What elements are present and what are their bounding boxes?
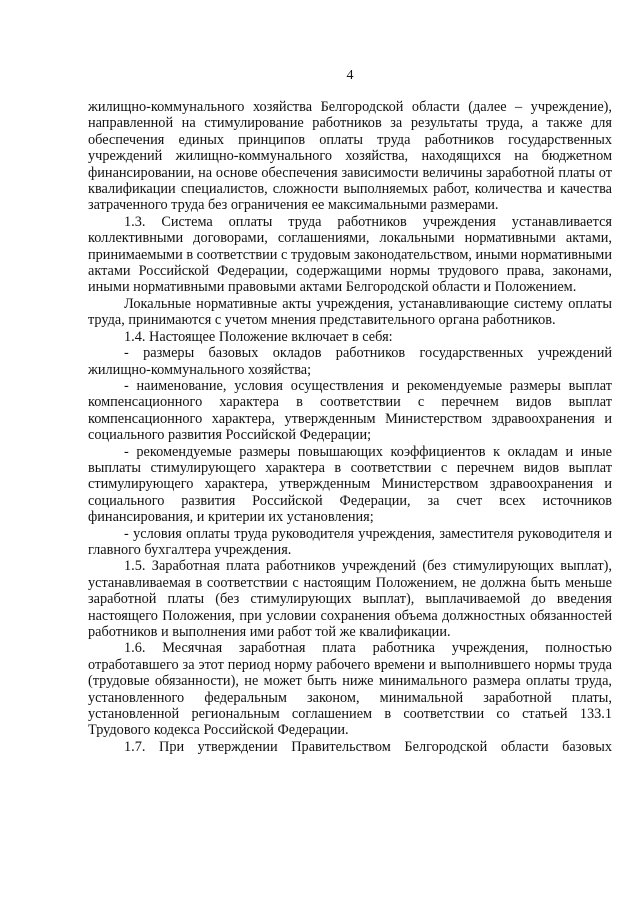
paragraph: 1.3. Система оплаты труда работников учреждения устанавливается коллективными договорами, соглашениями, локальными нормативными актами, принимаемыми в соответствии с трудовым законодательством, иными нормативными актами Российской Федерации, содержащими нормы трудового права, законами, иными нормативными правовыми актами Белгородской области и Положением. bbox=[88, 213, 612, 296]
paragraph: 1.4. Настоящее Положение включает в себя: bbox=[124, 328, 393, 345]
paragraph: - наименование, условия осуществления и рекомендуемые размеры выплат компенсационного характера в соответствии с перечнем видов выплат компенсационного характера, утвержденным Министерством здравоохранения и социального развития Российской Федерации; bbox=[88, 377, 612, 444]
paragraph: - условия оплаты труда руководителя учреждения, заместителя руководителя и главного бухгалтера учреждения. bbox=[88, 525, 612, 558]
paragraph: 1.6. Месячная заработная плата работника учреждения, полностью отработавшего за этот период норму рабочего времени и выполнившего нормы труда (трудовые обязанности), не может быть ниже минимального размера оплаты труда, установленного федеральным законом, минимальной заработной платы, установленной региональным соглашением в соответствии со статьей 133.1 Трудового кодекса Российской Федерации. bbox=[88, 640, 612, 739]
document-page bbox=[88, 68, 612, 755]
document-body bbox=[88, 99, 612, 755]
paragraph: 1.7. При утверждении Правительством Белгородской области базовых bbox=[124, 738, 612, 755]
paragraph: - размеры базовых окладов работников государственных учреждений жилищно-коммунального хозяйства; bbox=[88, 345, 612, 378]
paragraph: 1.5. Заработная плата работников учреждений (без стимулирующих выплат), устанавливаемая в соответствии с настоящим Положением, не должна быть меньше заработной платы (без стимулирующих выплат), выплачиваемой до введения настоящего Положения, при условии сохранения объема должностных обязанностей работников и выполнения ими работ той же квалификации. bbox=[88, 558, 612, 640]
page-number: 4 bbox=[346, 68, 354, 83]
paragraph: Локальные нормативные акты учреждения, устанавливающие систему оплаты труда, принимаются с учетом мнения представительного органа работников. bbox=[88, 295, 612, 329]
paragraph: - рекомендуемые размеры повышающих коэффициентов к окладам и иные выплаты стимулирующего характера в соответствии с перечнем видов выплат стимулирующего характера, утвержденным Министерством здравоохранения и социального развития Российской Федерации, за счет всех источников финансирования, и критерии их установления; bbox=[88, 443, 612, 526]
paragraph: жилищно-коммунального хозяйства Белгородской области (далее – учреждение), направленной на стимулирование работников за результаты труда, а также для обеспечения единых принципов оплаты труда работников государственных учреждений жилищно-коммунального хозяйства, находящихся на бюджетном финансировании, на основе обеспечения зависимости величины заработной платы от квалификации специалистов, сложности выполняемых работ, количества и качества затраченного труда без ограничения ее максимальными размерами. bbox=[88, 99, 612, 214]
